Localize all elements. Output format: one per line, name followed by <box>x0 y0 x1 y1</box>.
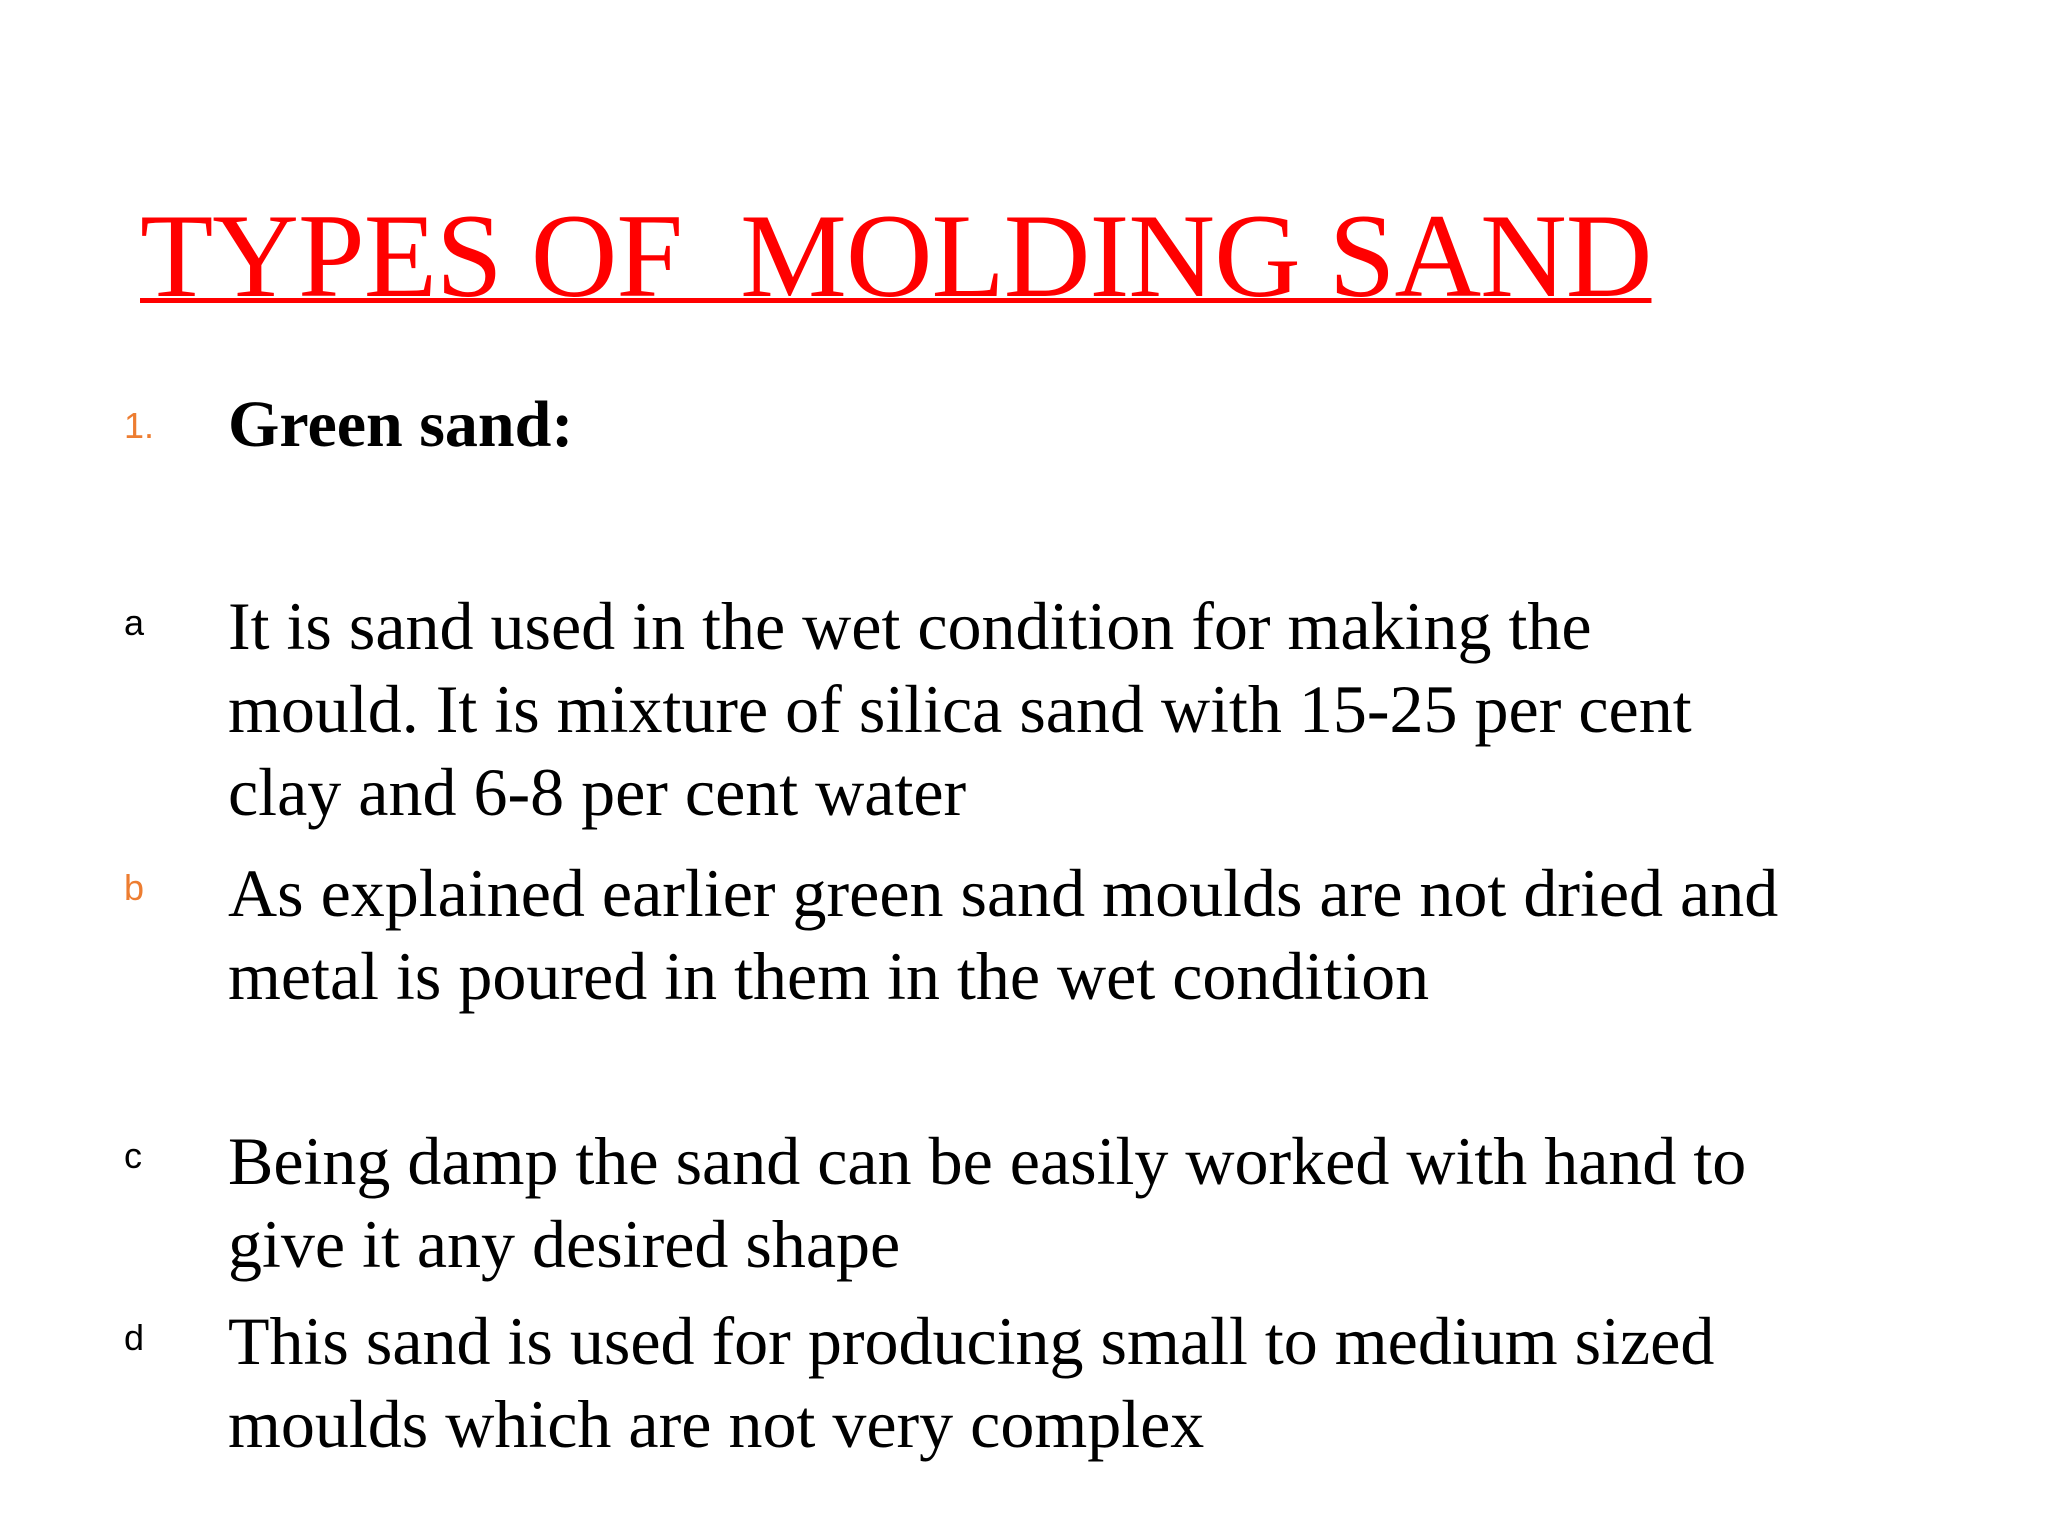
item-marker-d: d <box>124 1317 145 1358</box>
item-text-a: It is sand used in the wet condition for making the mould. It is mixture of silica sand with 15-25 per cent clay and 6-8 per cent water <box>228 588 1692 830</box>
item-marker-c: c <box>124 1135 142 1176</box>
section-number: 1. <box>124 405 155 446</box>
item-text-c: Being damp the sand can be easily worked with hand to give it any desired shape <box>228 1123 1747 1282</box>
item-marker-b: b <box>124 867 145 908</box>
slide-title: TYPES OF MOLDING SAND <box>140 189 1652 322</box>
item-marker-a: a <box>124 602 145 643</box>
section-heading: Green sand: <box>228 388 574 461</box>
item-text-d: This sand is used for producing small to medium sized moulds which are not very complex <box>228 1303 1715 1462</box>
item-text-b: As explained earlier green sand moulds are not dried and metal is poured in them in the wet condition <box>228 855 1779 1014</box>
